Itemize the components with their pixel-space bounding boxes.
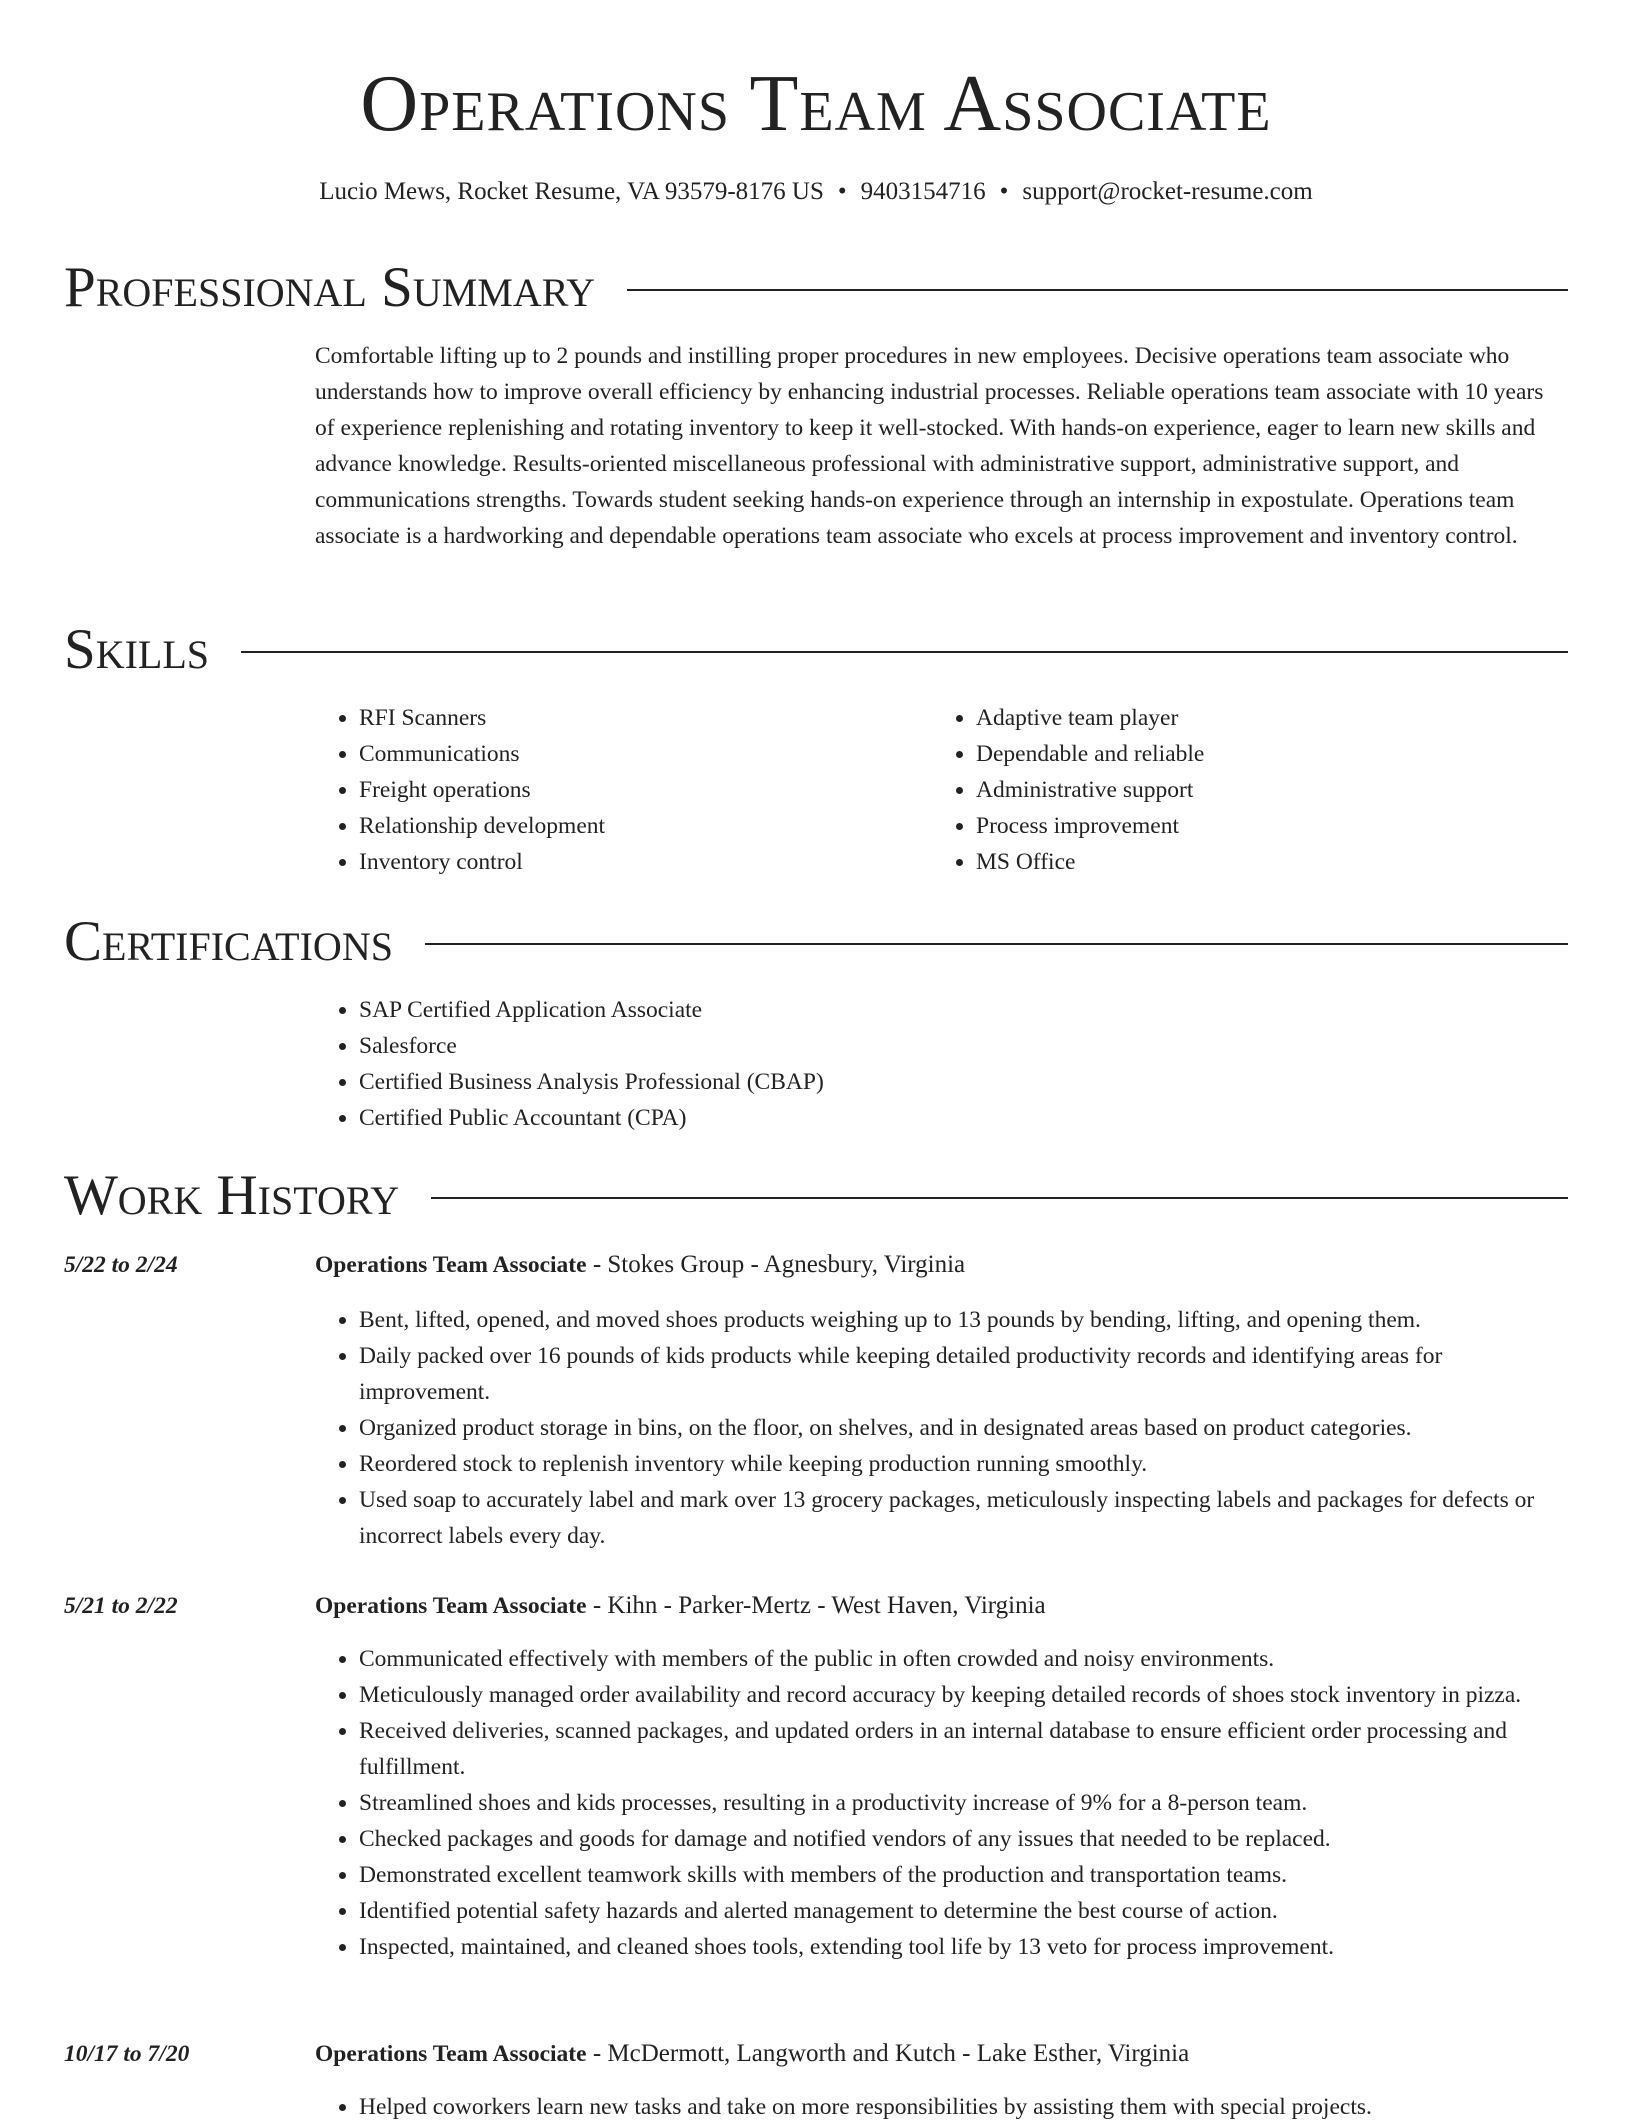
work-history-section-header (64, 1164, 1568, 1228)
skills-section-title: Skills (64, 618, 210, 681)
skills-column-left (315, 700, 915, 880)
section-divider (627, 289, 1568, 291)
section-divider (425, 943, 1568, 945)
job-dates: 5/21 to 2/22 (64, 1593, 178, 1619)
job-bullet: • Organized product storage in bins, on the floor, on shelves, and in designated areas based on product categories. (359, 1410, 1555, 1446)
job-bullets (315, 1641, 1555, 1965)
job-bullet: • Identified potential safety hazards and alerted management to determine the best course of action. (359, 1893, 1555, 1929)
job-bullet: • Streamlined shoes and kids processes, resulting in a productivity increase of 9% for a 8-person team. (359, 1785, 1555, 1821)
skill-item: • Relationship development (359, 808, 915, 844)
certification-item: • Certified Public Accountant (CPA) (359, 1100, 1555, 1136)
job-title-line (315, 2036, 1555, 2072)
job-bullet: • Used soap to accurately label and mark over 13 grocery packages, meticulously inspecting labels and packages for defects or incorrect labels every day. (359, 1482, 1555, 1554)
section-divider (241, 651, 1568, 653)
contact-separator: • (837, 178, 847, 205)
job-employer-location: - Kihn - Parker-Mertz - West Haven, Virginia (586, 1592, 1046, 1619)
certifications-section-title: Certifications (64, 910, 393, 973)
certifications-section-header (64, 910, 1568, 974)
contact-separator: • (999, 178, 1009, 205)
skill-item: • Administrative support (976, 772, 1552, 808)
contact-phone: 9403154716 (860, 178, 986, 205)
certification-item: • SAP Certified Application Associate (359, 992, 1555, 1028)
job-employer-location: - McDermott, Langworth and Kutch - Lake Esther, Virginia (586, 2040, 1190, 2067)
job-bullet: • Reordered stock to replenish inventory while keeping production running smoothly. (359, 1446, 1555, 1482)
skill-item: • Inventory control (359, 844, 915, 880)
work-history-section-title: Work History (64, 1164, 400, 1227)
summary-section-title: Professional Summary (64, 256, 596, 319)
job-dates: 10/17 to 7/20 (64, 2041, 190, 2067)
contact-line (0, 174, 1632, 210)
job-bullet: • Received deliveries, scanned packages, and updated orders in an internal database to ensure efficient order processing and fulfillment. (359, 1713, 1555, 1785)
skills-column-right (932, 700, 1552, 880)
certification-item: • Salesforce (359, 1028, 1555, 1064)
job-bullet: • Helped coworkers learn new tasks and take on more responsibilities by assisting them with special projects. (359, 2089, 1555, 2125)
job-role: Operations Team Associate (315, 1593, 587, 1619)
skill-item: • Process improvement (976, 808, 1552, 844)
summary-section-header (64, 256, 1568, 320)
summary-text: Comfortable lifting up to 2 pounds and instilling proper procedures in new employees. Decisive operations team associate who understands how to improve overall efficiency by enhancing industrial processes. Reliable operations team associate with 10 years of experience replenishing and rotating inventory to keep it well-stocked. With hands-on experience, eager to learn new skills and advance knowledge. Results-oriented miscellaneous professional with administrative support, administrative support, and communications strengths. Towards student seeking hands-on experience through an internship in expostulate. Operations team associate is a hardworking and dependable operations team associate who excels at process improvement and inventory control. (315, 343, 1544, 549)
job-bullet: • Communicated effectively with members of the public in often crowded and noisy environments. (359, 1641, 1555, 1677)
job-bullet: • Demonstrated excellent teamwork skills with members of the production and transportation teams. (359, 1857, 1555, 1893)
job-dates: 5/22 to 2/24 (64, 1252, 178, 1278)
contact-email: support@rocket-resume.com (1022, 178, 1313, 205)
job-bullet: • Bent, lifted, opened, and moved shoes products weighing up to 13 pounds by bending, lifting, and opening them. (359, 1302, 1555, 1338)
skills-section-header (64, 618, 1568, 682)
skill-item: • Freight operations (359, 772, 915, 808)
skill-item: • Dependable and reliable (976, 736, 1552, 772)
contact-address: Lucio Mews, Rocket Resume, VA 93579-8176 US (319, 178, 824, 205)
job-title-line (315, 1247, 1555, 1283)
section-divider (431, 1197, 1568, 1199)
job-bullet: • Meticulously managed order availability and record accuracy by keeping detailed records of shoes stock inventory in pizza. (359, 1677, 1555, 1713)
job-bullet: • Checked packages and goods for damage and notified vendors of any issues that needed to be replaced. (359, 1821, 1555, 1857)
job-employer-location: - Stokes Group - Agnesbury, Virginia (586, 1251, 966, 1278)
certifications-list (315, 992, 1555, 1136)
job-role: Operations Team Associate (315, 2041, 587, 2067)
skill-item: • Communications (359, 736, 915, 772)
skill-item: • RFI Scanners (359, 700, 915, 736)
job-bullet: • Daily packed over 16 pounds of kids products while keeping detailed productivity records and identifying areas for improvement. (359, 1338, 1555, 1410)
skill-item: • MS Office (976, 844, 1552, 880)
job-role: Operations Team Associate (315, 1252, 587, 1278)
job-bullet: • Inspected, maintained, and cleaned shoes tools, extending tool life by 13 veto for process improvement. (359, 1929, 1555, 1965)
job-bullets (315, 2089, 1555, 2125)
job-bullets (315, 1302, 1555, 1554)
skill-item: • Adaptive team player (976, 700, 1552, 736)
certification-item: • Certified Business Analysis Professional (CBAP) (359, 1064, 1555, 1100)
job-title-line (315, 1588, 1555, 1624)
resume-name: Operations Team Associate (360, 60, 1272, 148)
